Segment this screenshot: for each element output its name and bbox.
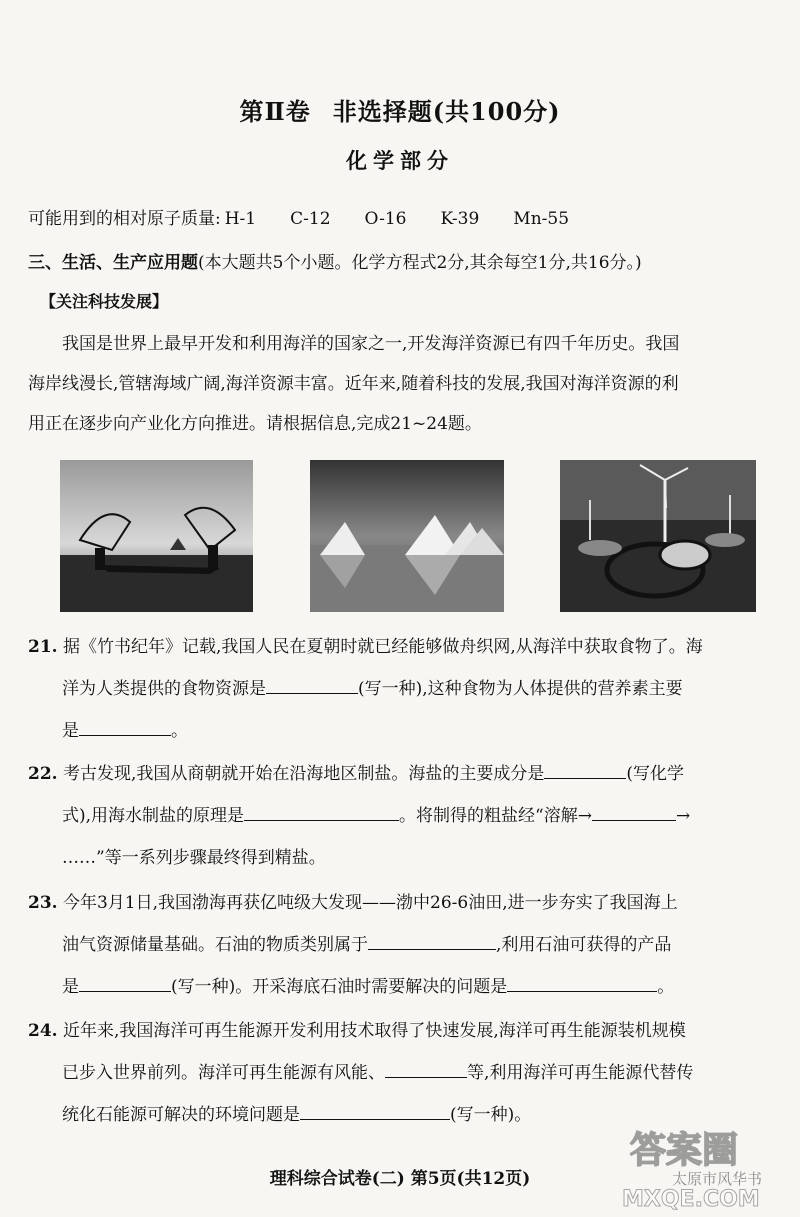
volume-label: 第Ⅱ卷 <box>239 97 311 126</box>
part-name: 非选择题(共100分) <box>332 97 561 126</box>
q21-answer-blank-1[interactable] <box>266 679 358 694</box>
part-title <box>0 92 800 127</box>
subject-title: 化学部分 <box>346 148 454 173</box>
watermark-text-1: 答案圈 <box>630 1130 739 1171</box>
q23-answer-blank-3[interactable] <box>507 977 657 992</box>
section-note: (本大题共5个小题。化学方程式2分,其余每空1分,共16分。) <box>198 253 642 273</box>
fishing-boats-photo <box>60 460 253 612</box>
q21-answer-blank-2[interactable] <box>79 721 171 736</box>
page-footer: 理科综合试卷(二) 第5页(共12页) <box>269 1169 531 1189</box>
watermark-logo <box>622 1120 792 1210</box>
watermark-text-3: MXQE.COM <box>622 1187 760 1210</box>
mass-h: H-1 <box>224 209 257 229</box>
topic-tag: 【关注科技发展】 <box>40 292 169 311</box>
q23-line-3: 是 (写一种)。开采海底石油时需要解决的问题是 。 <box>62 977 675 997</box>
q22-line-2: 式),用海水制盐的原理是 。将制得的粗盐经“溶解→ → <box>62 806 691 826</box>
intro-line-3: 用正在逐步向产业化方向推进。请根据信息,完成21~24题。 <box>28 414 482 434</box>
q24-answer-blank-2[interactable] <box>300 1105 450 1120</box>
mass-mn: Mn-55 <box>513 209 570 229</box>
q22-line-1: 22. 考古发现,我国从商朝就开始在沿海地区制盐。海盐的主要成分是 (写化学 <box>28 764 685 784</box>
q21-number: 21. <box>28 637 58 657</box>
intro-paragraph <box>28 324 772 444</box>
q23-line-1: 23. 今年3月1日,我国渤海再获亿吨级大发现——渤中26-6油田,进一步夯实了我国海上 <box>28 893 678 913</box>
q23-number: 23. <box>28 893 58 913</box>
q21-line-2: 洋为人类提供的食物资源是 (写一种),这种食物为人体提供的营养素主要 <box>62 679 683 699</box>
intro-line-2: 海岸线漫长,管辖海域广阔,海洋资源丰富。近年来,随着科技的发展,我国对海洋资源的利 <box>28 374 679 394</box>
q22-answer-blank-2[interactable] <box>244 806 399 821</box>
q22-line-3: ……”等一系列步骤最终得到精盐。 <box>62 848 326 868</box>
question-24 <box>28 1016 776 1136</box>
mass-c: C-12 <box>290 209 331 229</box>
q22-answer-blank-3[interactable] <box>592 806 676 821</box>
q24-line-3: 统化石能源可解决的环境问题是 (写一种)。 <box>62 1105 532 1125</box>
q21-line-3: 是 。 <box>62 721 188 741</box>
q22-answer-blank-1[interactable] <box>544 764 626 779</box>
q23-answer-blank-1[interactable] <box>368 935 496 950</box>
section-title: 三、生活、生产应用题 <box>28 253 198 273</box>
sea-salt-piles-photo <box>310 460 504 612</box>
atomic-mass-label: 可能用到的相对原子质量: <box>28 209 221 229</box>
mass-k: K-39 <box>440 209 480 229</box>
intro-line-1: 我国是世界上最早开发和利用海洋的国家之一,开发海洋资源已有四千年历史。我国 <box>62 334 680 354</box>
q24-line-2: 已步入世界前列。海洋可再生能源有风能、 等,利用海洋可再生能源代替传 <box>62 1063 694 1083</box>
q21-line-1: 21. 据《竹书纪年》记载,我国人民在夏朝时就已经能够做舟织网,从海洋中获取食物了。海 <box>28 637 703 657</box>
question-23 <box>28 888 776 1008</box>
mass-o: O-16 <box>364 209 407 229</box>
q22-number: 22. <box>28 764 58 784</box>
offshore-wind-photo <box>560 460 756 612</box>
section-heading <box>28 248 642 273</box>
q24-line-1: 24. 近年来,我国海洋可再生能源开发利用技术取得了快速发展,海洋可再生能源装机规模 <box>28 1021 686 1041</box>
q23-answer-blank-2[interactable] <box>79 977 171 992</box>
question-22 <box>28 759 776 879</box>
q24-number: 24. <box>28 1021 58 1041</box>
atomic-mass-line <box>28 204 603 229</box>
q23-line-2: 油气资源储量基础。石油的物质类别属于 ,利用石油可获得的产品 <box>62 935 672 955</box>
watermark-text-2: 太原市风华书 <box>672 1170 763 1188</box>
q24-answer-blank-1[interactable] <box>385 1063 467 1078</box>
question-21 <box>28 632 776 752</box>
